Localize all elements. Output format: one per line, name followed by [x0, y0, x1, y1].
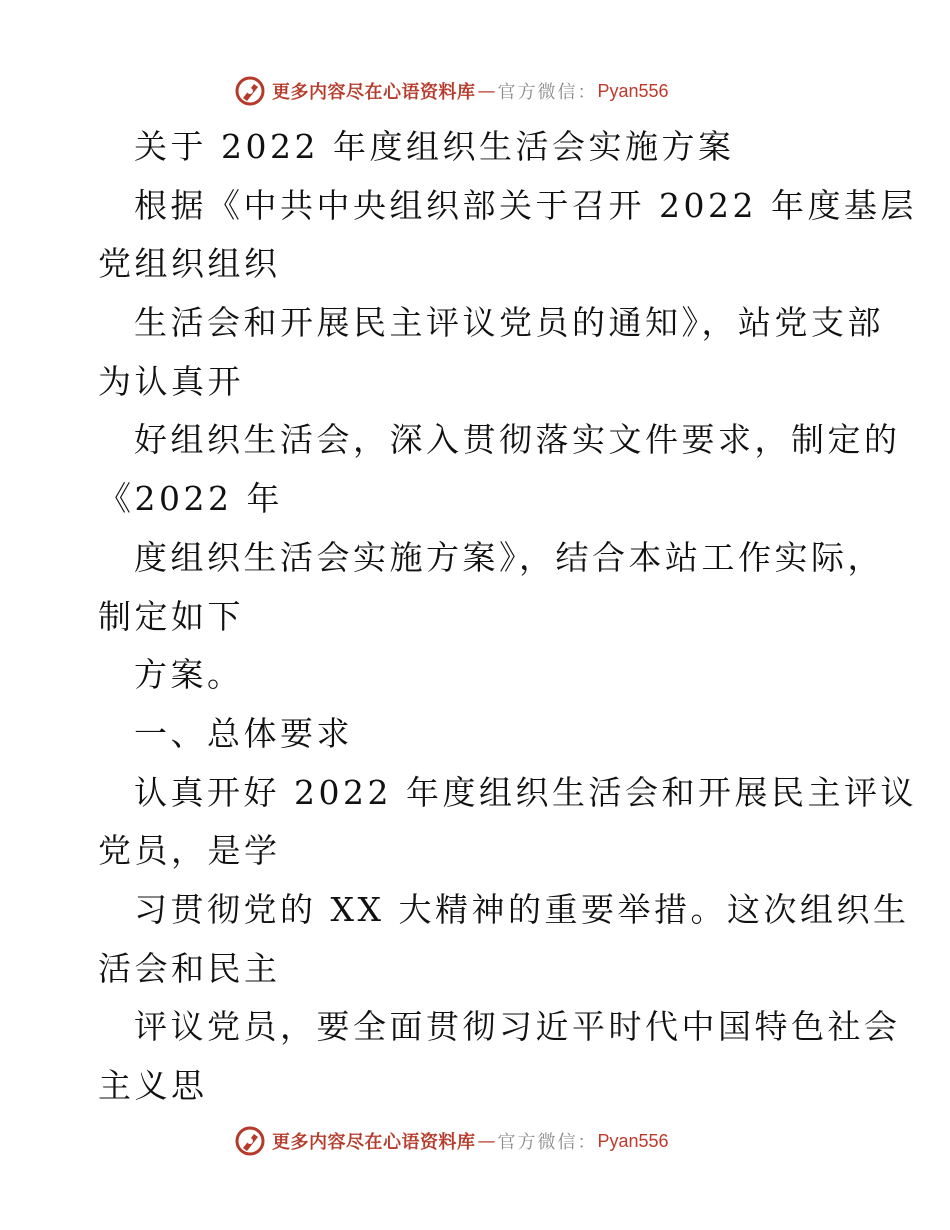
- watermark-wechat-id: Pyan556: [597, 80, 669, 101]
- text-line: 为认真开: [98, 361, 244, 401]
- text-line: 度组织生活会实施方案》，结合本站工作实际，: [134, 537, 884, 577]
- text-line: 好组织生活会，深入贯彻落实文件要求，制定的: [134, 420, 901, 460]
- watermark-wechat-label: 官方微信：: [497, 1132, 598, 1153]
- pen-circle-logo-icon: [234, 75, 266, 107]
- text-line: 关于 2022 年度组织生活会实施方案: [134, 127, 735, 166]
- watermark-wechat-label: 官方微信：: [497, 82, 598, 103]
- watermark-dash: —: [477, 80, 496, 102]
- footer-watermark: [234, 1124, 669, 1158]
- text-line: 认真开好 2022 年度组织生活会和开展民主评议: [134, 772, 917, 812]
- header-watermark: [234, 74, 669, 108]
- text-line: 评议党员，要全面贯彻习近平时代中国特色社会: [134, 1007, 901, 1047]
- text-line: 制定如下: [98, 596, 244, 636]
- text-line: 习贯彻党的 XX 大精神的重要举措。这次组织生: [134, 889, 910, 929]
- pen-circle-logo-icon: [234, 1125, 266, 1157]
- text-line: 主义思: [98, 1066, 208, 1105]
- text-line: 生活会和开展民主评议党员的通知》，站党支部: [134, 303, 884, 343]
- text-line: 方案。: [134, 655, 244, 695]
- watermark-title: 更多内容尽在心语资料库: [272, 1132, 476, 1153]
- watermark-dash: —: [477, 1130, 496, 1152]
- text-line: 党员，是学: [98, 831, 281, 871]
- watermark-title: 更多内容尽在心语资料库: [272, 82, 476, 103]
- watermark-wechat-id: Pyan556: [597, 1130, 669, 1151]
- text-line: 《2022 年: [98, 479, 283, 519]
- text-line: 根据《中共中央组织部关于召开 2022 年度基层: [134, 185, 917, 225]
- text-line: 党组织组织: [98, 244, 281, 284]
- document-body: [98, 118, 917, 1116]
- text-line: 活会和民主: [98, 948, 281, 988]
- text-line: 一、总体要求: [134, 713, 353, 753]
